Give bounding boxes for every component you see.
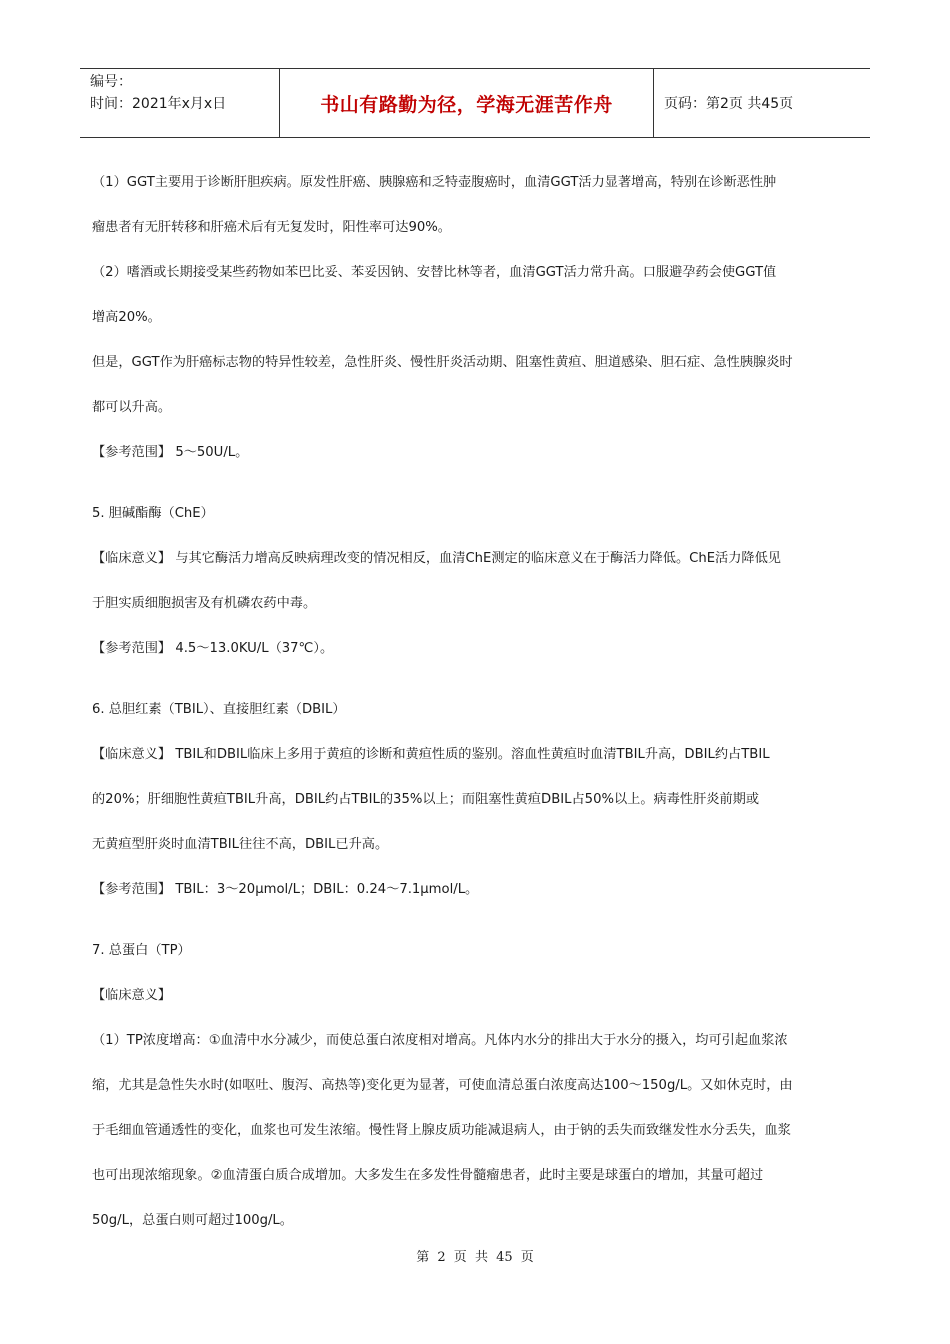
document-body (92, 160, 862, 1243)
section-heading-tp: 7. 总蛋白（TP） (92, 943, 191, 958)
motto: 书山有路勤为径，学海无涯苦作舟 (320, 93, 613, 116)
paragraph-line: （1）TP浓度增高：①血清中水分减少，而使总蛋白浓度相对增高。凡体内水分的排出大于水分的摄入，均可引起血浆浓 (92, 1033, 788, 1048)
paragraph-line: 的20%；肝细胞性黄疸TBIL升高，DBIL约占TBIL的35%以上；而阻塞性黄疸DBIL占50%以上。病毒性肝炎前期或 (92, 792, 760, 807)
paragraph-line: 瘤患者有无肝转移和肝癌术后有无复发时，阳性率可达90%。 (92, 220, 451, 235)
footer-ye: 页 (453, 1250, 467, 1265)
reference-range-bilirubin: 【参考范围】 TBIL：3～20μmol/L；DBIL：0.24～7.1μmol/L。 (92, 882, 479, 897)
header-meta-cell (80, 69, 280, 137)
footer-gong: 共 (474, 1250, 488, 1265)
motto-cell (280, 69, 654, 137)
paragraph-line: 【临床意义】 TBIL和DBIL临床上多用于黄疸的诊断和黄疸性质的鉴别。溶血性黄疸时血清TBIL升高，DBIL约占TBIL (92, 747, 770, 762)
paragraph-line: 【临床意义】 与其它酶活力增高反映病理改变的情况相反，血清ChE测定的临床意义在于酶活力降低。ChE活力降低见 (92, 551, 781, 566)
paragraph-line: 无黄疸型肝炎时血清TBIL往往不高，DBIL已升高。 (92, 837, 389, 852)
paragraph-line: （2）嗜酒或长期接受某些药物如苯巴比妥、苯妥因钠、安替比林等者，血清GGT活力常升高。口服避孕药会使GGT值 (92, 265, 777, 280)
footer-total-pages: 45 (496, 1250, 513, 1265)
paragraph-line: 但是，GGT作为肝癌标志物的特异性较差，急性肝炎、慢性肝炎活动期、阻塞性黄疸、胆道感染、胆石症、急性胰腺炎时 (92, 355, 793, 370)
page-footer (0, 1246, 950, 1265)
page-info-cell (654, 69, 870, 137)
header-table (80, 68, 870, 138)
paragraph-line: 也可出现浓缩现象。②血清蛋白质合成增加。大多发生在多发性骨髓瘤患者，此时主要是球蛋白的增加，其量可超过 (92, 1168, 764, 1183)
paragraph-line: 增高20%。 (92, 310, 161, 325)
number-label: 编号： (90, 74, 132, 90)
footer-page-number: 2 (437, 1250, 446, 1265)
paragraph-line: 缩，尤其是急性失水时(如呕吐、腹泻、高热等)变化更为显著，可使血清总蛋白浓度高达100～150g/L。又如休克时，由 (92, 1078, 793, 1093)
paragraph-line: 于毛细血管通透性的变化，血浆也可发生浓缩。慢性肾上腺皮质功能减退病人，由于钠的丢失而致继发性水分丢失，血浆 (92, 1123, 791, 1138)
page-info: 页码：第2页 共45页 (664, 96, 794, 112)
paragraph-line: 于胆实质细胞损害及有机磷农药中毒。 (92, 596, 317, 611)
paragraph-line: 都可以升高。 (92, 400, 172, 415)
section-heading-bilirubin: 6. 总胆红素（TBIL）、直接胆红素（DBIL） (92, 702, 346, 717)
time-label: 时间：2021年x月x日 (90, 96, 227, 112)
reference-range-ggt: 【参考范围】 5～50U/L。 (92, 445, 249, 460)
paragraph-line: （1）GGT主要用于诊断肝胆疾病。原发性肝癌、胰腺癌和乏特壶腹癌时，血清GGT活力显著增高，特别在诊断恶性肿 (92, 175, 777, 190)
section-heading-che: 5. 胆碱酯酶（ChE） (92, 506, 214, 521)
reference-range-che: 【参考范围】 4.5～13.0KU/L（37℃）。 (92, 641, 334, 656)
clinical-significance-label: 【临床意义】 (92, 988, 172, 1003)
paragraph-line: 50g/L，总蛋白则可超过100g/L。 (92, 1213, 293, 1228)
footer-ye-2: 页 (520, 1250, 534, 1265)
footer-di: 第 (416, 1250, 430, 1265)
